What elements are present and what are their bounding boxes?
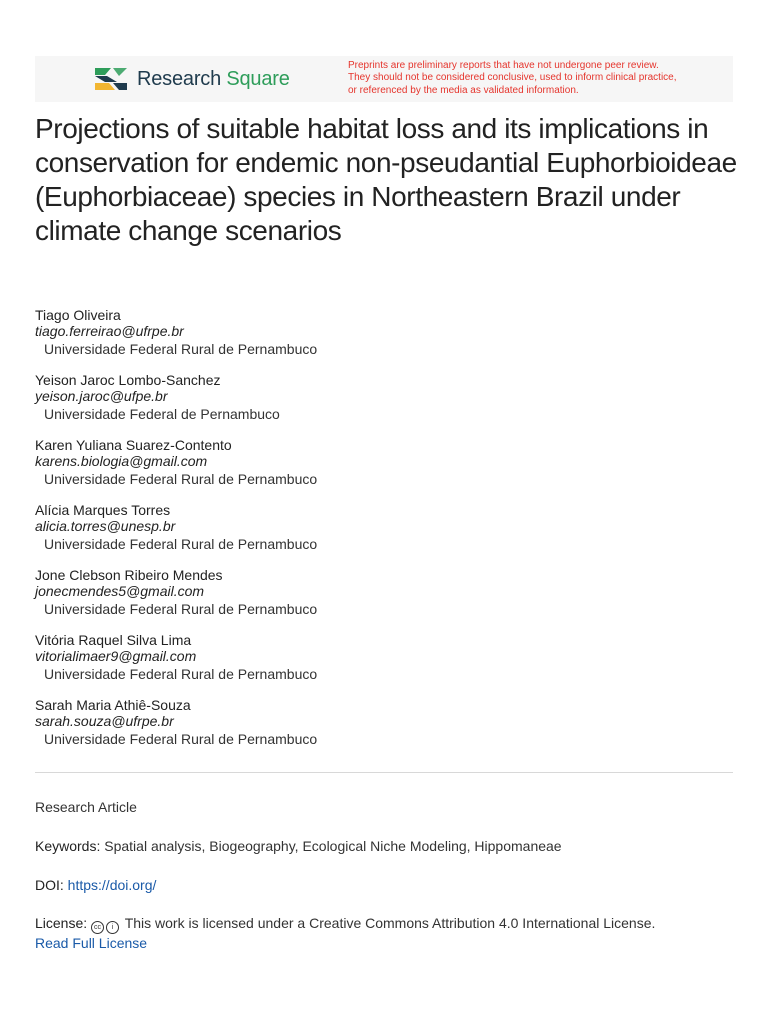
author-affiliation: Universidade Federal Rural de Pernambuco bbox=[44, 731, 318, 747]
author-affiliation: Universidade Federal Rural de Pernambuco bbox=[44, 471, 318, 487]
author-email[interactable]: alicia.torres@unesp.br bbox=[35, 518, 176, 534]
author-entry bbox=[35, 697, 733, 762]
doi-row bbox=[35, 876, 733, 895]
logo-text-accent: Square bbox=[226, 67, 290, 90]
author-entry bbox=[35, 632, 733, 697]
doi-link[interactable]: https://doi.org/ bbox=[67, 877, 157, 893]
logo-text-main: Research bbox=[137, 67, 221, 90]
author-name: Alícia Marques Torres bbox=[35, 502, 171, 518]
notice-line: Preprints are preliminary reports that have not undergone peer review. bbox=[348, 60, 659, 71]
license-text: This work is licensed under a Creative Commons Attribution 4.0 International License. bbox=[124, 915, 656, 931]
author-entry bbox=[35, 307, 733, 372]
author-affiliation: Universidade Federal Rural de Pernambuco bbox=[44, 341, 318, 357]
author-entry bbox=[35, 567, 733, 632]
research-square-logo[interactable] bbox=[93, 65, 290, 93]
keywords-label: Keywords: bbox=[35, 838, 101, 854]
author-name: Vitória Raquel Silva Lima bbox=[35, 632, 192, 648]
paper-title: Projections of suitable habitat loss and its implications in conservation for endemic non-pseudantial Euphorbioideae (Euphorbiaceae) species in Northeastern Brazil under climate change scenarios bbox=[35, 113, 737, 246]
attribution-icon: i bbox=[106, 921, 119, 934]
author-email[interactable]: tiago.ferreirao@ufrpe.br bbox=[35, 323, 184, 339]
license-label: License: bbox=[35, 915, 88, 931]
preprint-header bbox=[35, 56, 733, 102]
license-row bbox=[35, 914, 733, 953]
author-email[interactable]: karens.biologia@gmail.com bbox=[35, 453, 208, 469]
section-divider bbox=[35, 772, 733, 773]
author-name: Tiago Oliveira bbox=[35, 307, 121, 323]
author-affiliation: Universidade Federal de Pernambuco bbox=[44, 406, 280, 422]
author-entry bbox=[35, 372, 733, 437]
notice-line: They should not be considered conclusive, used to inform clinical practice, bbox=[348, 72, 677, 84]
author-affiliation: Universidade Federal Rural de Pernambuco bbox=[44, 536, 318, 552]
author-email[interactable]: yeison.jaroc@ufpe.br bbox=[35, 388, 168, 404]
creative-commons-icon: cc bbox=[91, 921, 104, 934]
keywords-value: Spatial analysis, Biogeography, Ecological Niche Modeling, Hippomaneae bbox=[104, 838, 562, 854]
author-list bbox=[35, 307, 733, 762]
author-name: Karen Yuliana Suarez-Contento bbox=[35, 437, 232, 453]
doi-label: DOI: bbox=[35, 877, 64, 893]
logo-wordmark bbox=[137, 68, 290, 91]
author-email[interactable]: jonecmendes5@gmail.com bbox=[35, 583, 205, 599]
keywords-row bbox=[35, 837, 733, 856]
read-full-license-link[interactable]: Read Full License bbox=[35, 935, 148, 951]
author-entry bbox=[35, 502, 733, 567]
author-name: Yeison Jaroc Lombo-Sanchez bbox=[35, 372, 221, 388]
author-affiliation: Universidade Federal Rural de Pernambuco bbox=[44, 666, 318, 682]
article-type: Research Article bbox=[35, 799, 137, 815]
author-email[interactable]: sarah.souza@ufrpe.br bbox=[35, 713, 174, 729]
preprint-notice bbox=[348, 60, 708, 97]
author-email[interactable]: vitorialimaer9@gmail.com bbox=[35, 648, 197, 664]
author-affiliation: Universidade Federal Rural de Pernambuco bbox=[44, 601, 318, 617]
research-square-logo-icon bbox=[93, 65, 129, 93]
notice-line: or referenced by the media as validated information. bbox=[348, 84, 579, 96]
author-name: Sarah Maria Athiê-Souza bbox=[35, 697, 191, 713]
author-entry bbox=[35, 437, 733, 502]
author-name: Jone Clebson Ribeiro Mendes bbox=[35, 567, 223, 583]
